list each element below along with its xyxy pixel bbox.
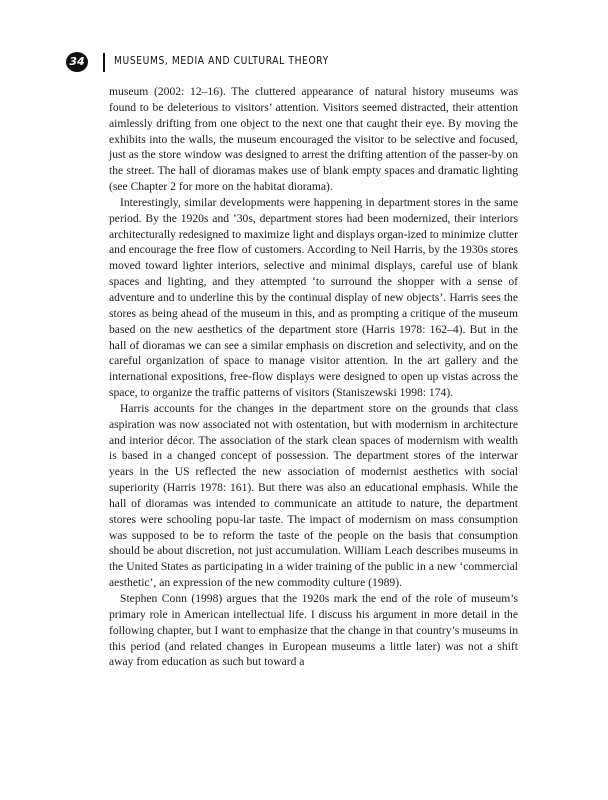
paragraph-continued: museum (2002: 12–16). The cluttered appearance of natural history museums was found to be deleterious to visitors’ attention. Visitors seemed distracted, their attention aimlessly drifting from one object to the next one that caught their eye. By moving the exhibits into the walls, the museum encouraged the visitor to be selective and focused, just as the store window was designed to arrest the drifting attention of the passer-by on the street. The hall of dioramas makes use of blank empty spaces and dramatic lighting (see Chapter 2 for more on the habitat diorama). [109, 85, 518, 194]
page-number-badge: 34 [66, 52, 88, 72]
body-text [109, 84, 518, 670]
paragraph: Interestingly, similar developments were happening in department stores in the same period. By the 1920s and ’30s, department stores had been modernized, their interiors architecturally redesigned to maximize light and displays organ-ized to minimize clutter and encourage the free flow of customers. According to Neil Harris, by the 1930s stores moved toward lighter interiors, selective and minimal displays, careful use of blank spaces and lighting, and they attempted ‘to surround the shopper with a sense of adventure and to underline this by the continual display of new objects’. Harris sees the stores as being ahead of the museum in this, and as prompting a critique of the museum based on the new aesthetics of the department store (Harris 1978: 162–4). But in the hall of dioramas we can see a similar emphasis on discretion and selectivity, and on the careful organization of space to manage visitor attention. In the art gallery and the international expositions, free-flow displays were designed to open up vistas across the space, to organize the traffic patterns of visitors (Staniszewski 1998: 174). [109, 195, 518, 400]
header-divider [103, 53, 105, 72]
paragraph: Harris accounts for the changes in the department store on the grounds that class aspiration was now associated not with ostentation, but with modernism in architecture and interior décor. The association of the stark clean spaces of modernism with wealth is based in a changed concept of possession. The department stores of the interwar years in the US reflected the new association of modernist aesthetics with social superiority (Harris 1978: 161). But there was also an educational emphasis. While the hall of dioramas was intended to communicate an attitude to nature, the department stores were schooling popu-lar taste. The impact of modernism on mass consumption was supposed to be to reform the taste of the people on the basis that consumption should be about discretion, not just accumulation. William Leach describes museums in the United States as participating in a wider training of the public in a new ‘commercial aesthetic’, an expression of the new commodity culture (1989). [109, 401, 518, 590]
paragraph: Stephen Conn (1998) argues that the 1920s mark the end of the role of museum’s primary role in American intellectual life. I discuss his argument in more detail in the following chapter, but I want to emphasize that the change in that country’s museums in this period (and related changes in European museums a little later) was not a shift away from education as such but toward a [109, 592, 518, 669]
running-title: MUSEUMS, MEDIA AND CULTURAL THEORY [114, 56, 329, 67]
